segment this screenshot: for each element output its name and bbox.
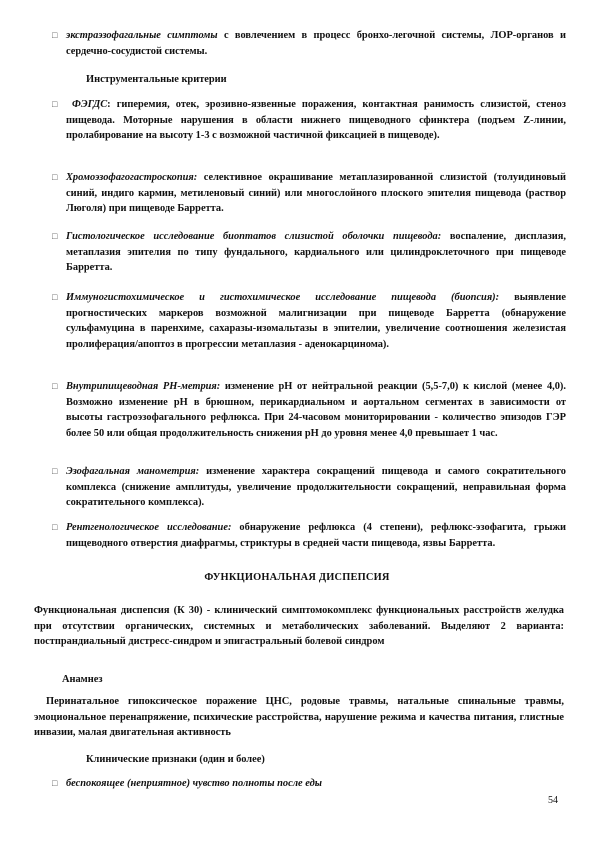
item-text: изменение характера сокращений пищевода и самого сократительного комплекса (снижение амплитуды, увеличение продолжительности сокращений, неправильная форма сократительного комплекса). <box>66 466 566 509</box>
item-term: Гистологическое исследование биоптатов слизистой оболочки пищевода: <box>66 231 442 242</box>
item-term: Рентгенологическое исследование: <box>66 522 232 533</box>
anamnesis-paragraph: Перинатальное гипоксическое поражение ЦНС, родовые травмы, натальные спинальные травмы, эмоциональное перенапряжение, психические расстройства, нарушение режима и качества питания, глистные инвазии, малая двигательная активность <box>34 696 564 739</box>
bullet-icon: □ <box>52 292 58 302</box>
list-item <box>52 28 566 59</box>
item-text: выявление прогностических маркеров возможной малигнизации при пищеводе Барретта (обнаружение сульфамуцина в паренхиме, сахаразы-изомальтазы в эпителии, увеличение соотношения железистая пролиферация/апоптоз в прогрессии метаплазия - аденокарцинома). <box>66 292 566 350</box>
item-term: Внутрипищеводная PH-метрия: <box>66 381 221 392</box>
section-title: ФУНКЦИОНАЛЬНАЯ ДИСПЕПСИЯ <box>204 572 390 583</box>
list-item <box>52 520 566 551</box>
list-item <box>52 170 566 217</box>
item-text: с вовлечением в процесс бронхо-легочной системы, ЛОР-органов и сердечно-сосудистой системы. <box>66 30 566 57</box>
item-text: селективное окрашивание метаплазированной слизистой (толуидиновый синий, индиго кармин, метиленовый синий) или многослойного плоского эпителия пищевода (раствор Люголя) при пищеводе Барретта. <box>66 172 566 215</box>
item-text: изменение pH от нейтральной реакции (5,5-7,0) к кислой (менее 4,0). Возможно изменение pH в брюшном, перикардиальном и аортальном сегментах в зависимости от высоты гастроэзофагального рефлюкса. При 24-часовом мониторировании - количество эпизодов ГЭР более 50 или общая продолжительность снижения pH до уровня менее 4,0 превышает 1 час. <box>66 381 566 439</box>
list-item <box>52 464 566 511</box>
item-term: Иммуногистохимическое и гистохимическое исследование пищевода (биопсия): <box>66 292 500 303</box>
item-term: беспокоящее (неприятное) чувство полноты после еды <box>66 778 322 789</box>
bullet-icon: □ <box>52 30 58 40</box>
page-number: 54 <box>548 795 558 806</box>
bullet-icon: □ <box>52 778 58 788</box>
bullet-icon: □ <box>52 522 58 532</box>
list-item <box>52 379 566 441</box>
instrumental-heading: Инструментальные критерии <box>86 74 227 85</box>
item-term: Эзофагальная манометрия: <box>66 466 200 477</box>
clinical-heading: Клинические признаки (один и более) <box>86 754 265 765</box>
list-item <box>52 229 566 276</box>
item-term: ФЭГДС <box>72 99 108 110</box>
item-term: экстраэзофагальные симптомы <box>66 30 218 41</box>
item-text: обнаружение рефлюкса (4 степени), рефлюкс-эзофагита, грыжи пищеводного отверстия диафрагмы, стриктуры в средней части пищевода, язвы Барретта. <box>66 522 566 549</box>
bullet-icon: □ <box>52 172 58 182</box>
item-text: : гиперемия, отек, эрозивно-язвенные поражения, контактная ранимость слизистой, стеноз пищевода. Моторные нарушения в области нижнего пищеводного сфинктера (подъем Z-линии, пролабирование на высоту 1-3 с возможной частичной фиксацией в пищеводе). <box>66 99 566 142</box>
list-item <box>52 97 566 144</box>
item-text: воспаление, дисплазия, метаплазия эпителия по типу фундального, кардиального или цилиндроклеточного при пищеводе Барретта. <box>66 231 566 274</box>
bullet-icon: □ <box>52 231 58 241</box>
bullet-icon: □ <box>52 99 58 109</box>
list-item <box>52 776 566 792</box>
list-item <box>52 290 566 352</box>
bullet-icon: □ <box>52 466 58 476</box>
item-term: Хромоэзофагогастроскопия: <box>66 172 198 183</box>
definition-paragraph: Функциональная диспепсия (К 30) - клинический симптомокомплекс функциональных расстройств желудка при отсутствии органических, системных и метаболических заболеваний. Выделяют 2 варианта: постпрандиальный дистресс-синдром и эпигастральный болевой синдром <box>34 605 564 648</box>
anamnesis-heading: Анамнез <box>62 674 103 685</box>
bullet-icon: □ <box>52 381 58 391</box>
